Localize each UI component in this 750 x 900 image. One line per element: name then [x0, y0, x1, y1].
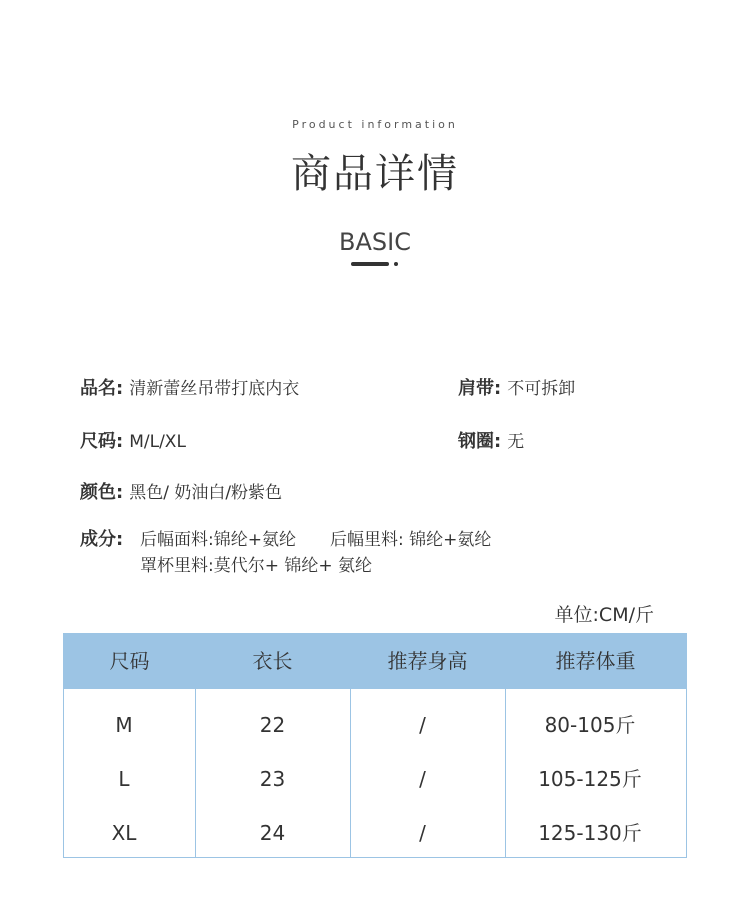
composition-line1-b: 后幅里料: 锦纶+氨纶	[330, 530, 492, 550]
info-strap	[458, 374, 575, 400]
info-size	[80, 427, 186, 453]
table-cell: 105-125斤	[538, 767, 642, 791]
table-cell: /	[419, 713, 426, 737]
table-header-cell: 尺码	[109, 649, 150, 673]
unit-label: 单位:CM/斤	[554, 604, 654, 626]
table-cell: 80-105斤	[544, 713, 636, 737]
section-title: 商品详情	[291, 151, 459, 197]
table-cell: 23	[259, 767, 286, 791]
size-label: 尺码:	[80, 431, 124, 452]
size-table	[63, 633, 687, 858]
strap-value: 不可拆卸	[507, 379, 576, 399]
composition-line2: 罩杯里料:莫代尔+ 锦纶+ 氨纶	[140, 556, 373, 576]
strap-label: 肩带:	[458, 378, 502, 399]
table-header	[64, 634, 686, 689]
basic-underline-dot	[394, 262, 398, 266]
table-header-cell: 推荐体重	[555, 649, 636, 673]
table-cell: /	[419, 821, 426, 845]
info-color	[80, 478, 282, 504]
underwire-value: 无	[507, 432, 525, 452]
info-product-name	[80, 374, 299, 400]
info-underwire	[458, 427, 524, 453]
table-header-cell: 推荐身高	[387, 649, 468, 673]
underwire-label: 钢圈:	[458, 431, 502, 452]
product-name-value: 清新蕾丝吊带打底内衣	[129, 379, 300, 399]
table-cell: 22	[259, 713, 286, 737]
info-composition	[80, 525, 123, 551]
table-cell: 125-130斤	[538, 821, 642, 845]
composition-label: 成分:	[80, 529, 124, 550]
table-cell: 24	[259, 821, 286, 845]
table-cell: L	[118, 767, 130, 791]
table-header-cell: 衣长	[252, 649, 293, 673]
section-subtitle-english: Product information	[292, 118, 458, 131]
color-value: 黑色/ 奶油白/粉紫色	[129, 483, 283, 503]
color-label: 颜色:	[80, 482, 124, 503]
basic-label: BASIC	[339, 228, 411, 256]
basic-underline	[351, 262, 389, 266]
table-cell: /	[419, 767, 426, 791]
table-cell: XL	[111, 821, 137, 845]
table-cell: M	[115, 713, 133, 737]
product-name-label: 品名:	[80, 378, 124, 399]
composition-line1-a: 后幅面料:锦纶+氨纶	[140, 530, 296, 550]
size-value: M/L/XL	[129, 432, 186, 452]
